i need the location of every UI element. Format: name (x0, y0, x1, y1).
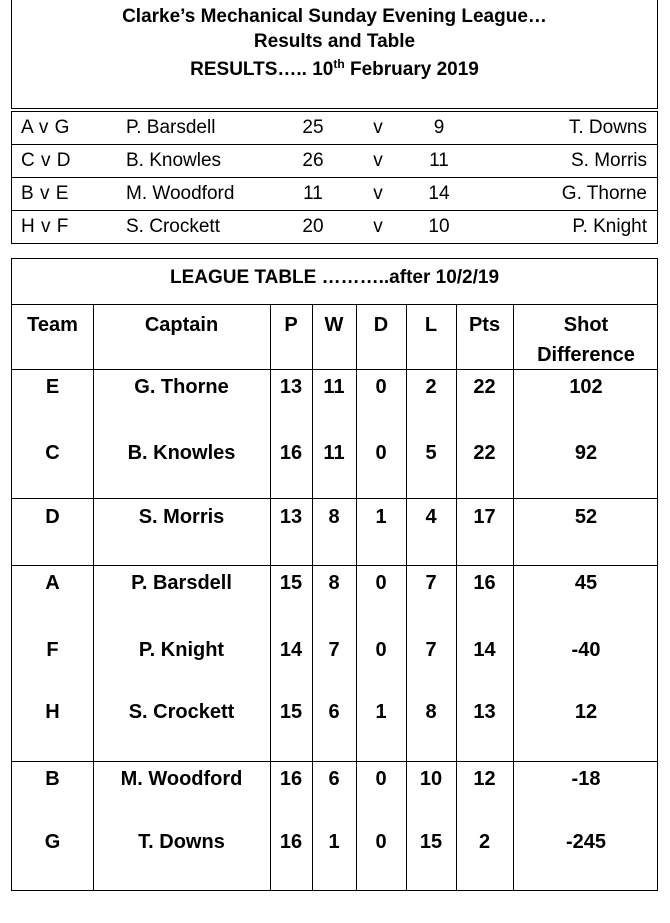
result-home-score: 26 (302, 150, 324, 171)
shot-difference-cell: 92 (574, 442, 598, 464)
captain-cell: P. Knight (138, 639, 225, 661)
points-cell: 14 (473, 639, 496, 661)
shot-difference-cell: -245 (565, 831, 607, 853)
result-home-player: P. Barsdell (126, 117, 216, 138)
shot-difference-cell: 52 (574, 506, 598, 528)
header-won: W (324, 314, 344, 336)
team-cell: G (44, 831, 61, 853)
result-home-player: M. Woodford (126, 183, 235, 204)
drawn-cell: 0 (375, 768, 387, 790)
result-row (12, 211, 657, 243)
result-fixture: B v E (21, 183, 69, 204)
team-cell: H (45, 701, 60, 723)
drawn-cell: 0 (375, 442, 387, 464)
header-shot-difference-line1: Shot (563, 314, 609, 336)
points-cell: 17 (473, 506, 496, 528)
header-points: Pts (468, 314, 501, 336)
result-home-player: S. Crockett (126, 216, 220, 237)
result-away-score: 11 (429, 150, 449, 171)
result-versus: v (373, 150, 383, 171)
played-cell: 13 (279, 376, 303, 398)
drawn-cell: 0 (375, 376, 387, 398)
result-fixture: A v G (21, 117, 70, 138)
won-cell: 6 (328, 701, 340, 723)
points-cell: 2 (478, 831, 491, 853)
captain-cell: B. Knowles (127, 442, 236, 464)
result-versus: v (373, 183, 383, 204)
result-away-player: P. Knight (572, 216, 647, 237)
played-cell: 16 (279, 831, 303, 853)
league-name: Clarke’s Mechanical Sunday Evening League… (122, 6, 547, 27)
won-cell: 7 (328, 639, 340, 661)
team-cell: A (45, 572, 60, 594)
result-away-player: T. Downs (568, 117, 647, 138)
lost-cell: 5 (425, 442, 437, 464)
points-cell: 13 (473, 701, 496, 723)
points-cell: 22 (473, 376, 496, 398)
results-date-heading: RESULTS….. 10th February 2019 (190, 57, 479, 80)
league-table (11, 258, 658, 891)
result-fixture: C v D (21, 150, 71, 171)
captain-cell: S. Crockett (128, 701, 235, 723)
drawn-cell: 0 (375, 572, 387, 594)
captain-cell: T. Downs (138, 831, 225, 853)
lost-cell: 7 (425, 639, 437, 661)
result-home-score: 11 (303, 183, 323, 204)
team-cell: E (45, 376, 60, 398)
header-played: P (284, 314, 298, 336)
result-home-player: B. Knowles (126, 150, 222, 171)
shot-difference-cell: -40 (571, 639, 601, 661)
drawn-cell: 1 (375, 701, 387, 723)
result-home-score: 25 (302, 117, 324, 138)
played-cell: 16 (279, 442, 303, 464)
result-away-score: 14 (428, 183, 450, 204)
shot-difference-cell: 12 (574, 701, 598, 723)
result-versus: v (373, 117, 383, 138)
header-lost: L (424, 314, 438, 336)
shot-difference-cell: -18 (571, 768, 601, 790)
row-divider (12, 369, 657, 370)
header-team: Team (27, 314, 78, 336)
header-captain: Captain (144, 314, 219, 336)
played-cell: 16 (279, 768, 303, 790)
lost-cell: 4 (425, 506, 437, 528)
captain-cell: G. Thorne (134, 376, 229, 398)
won-cell: 11 (323, 442, 345, 464)
won-cell: 8 (328, 572, 340, 594)
played-cell: 13 (279, 506, 303, 528)
played-cell: 15 (279, 701, 303, 723)
points-cell: 22 (473, 442, 496, 464)
captain-cell: P. Barsdell (131, 572, 232, 594)
results-table (11, 111, 658, 244)
drawn-cell: 0 (375, 639, 387, 661)
lost-cell: 15 (419, 831, 443, 853)
page-subtitle: Results and Table (253, 31, 416, 52)
header-box (11, 0, 658, 109)
header-drawn: D (373, 314, 389, 336)
won-cell: 11 (323, 376, 345, 398)
captain-cell: S. Morris (138, 506, 225, 528)
result-fixture: H v F (21, 216, 69, 237)
result-away-player: S. Morris (571, 150, 647, 171)
result-away-player: G. Thorne (561, 183, 647, 204)
captain-cell: M. Woodford (120, 768, 243, 790)
drawn-cell: 1 (375, 506, 387, 528)
lost-cell: 2 (425, 376, 437, 398)
played-cell: 15 (279, 572, 303, 594)
row-divider (12, 761, 657, 762)
row-divider (12, 565, 657, 566)
result-row (12, 112, 657, 145)
team-cell: C (45, 442, 60, 464)
won-cell: 6 (328, 768, 340, 790)
won-cell: 8 (328, 506, 340, 528)
team-cell: D (45, 506, 60, 528)
shot-difference-cell: 45 (574, 572, 598, 594)
played-cell: 14 (279, 639, 303, 661)
result-home-score: 20 (302, 216, 324, 237)
won-cell: 1 (328, 831, 340, 853)
points-cell: 12 (473, 768, 496, 790)
result-away-score: 9 (433, 117, 445, 138)
header-shot-difference-line2: Difference (537, 344, 635, 366)
points-cell: 16 (473, 572, 496, 594)
result-row (12, 178, 657, 211)
result-row (12, 145, 657, 178)
lost-cell: 8 (425, 701, 437, 723)
drawn-cell: 0 (375, 831, 387, 853)
result-versus: v (373, 216, 383, 237)
team-cell: F (46, 639, 59, 661)
lost-cell: 10 (419, 768, 443, 790)
team-cell: B (45, 768, 60, 790)
shot-difference-cell: 102 (569, 376, 603, 398)
lost-cell: 7 (425, 572, 437, 594)
row-divider (12, 498, 657, 499)
result-away-score: 10 (428, 216, 450, 237)
league-table-title: LEAGUE TABLE ………..after 10/2/19 (12, 259, 657, 305)
